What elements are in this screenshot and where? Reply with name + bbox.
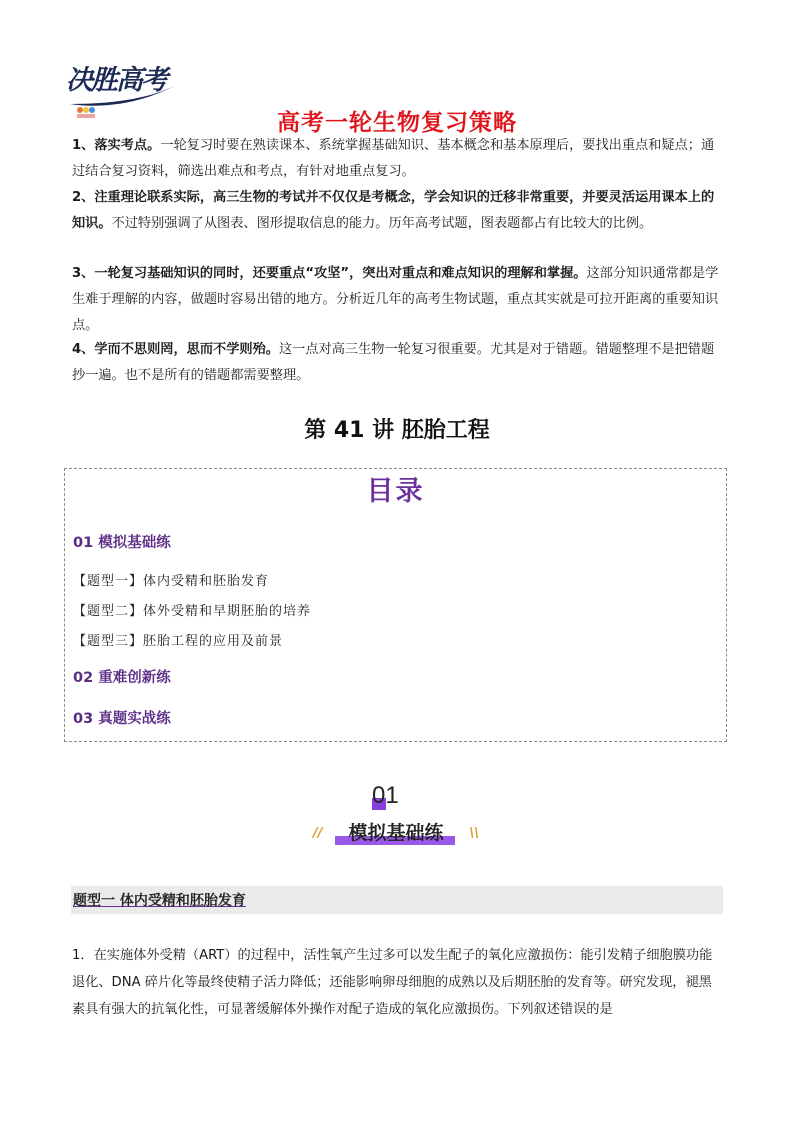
logo-text: 决胜高考 bbox=[66, 65, 166, 96]
toc-subitem-3[interactable]: 【题型三】胚胎工程的应用及前景 bbox=[73, 634, 284, 649]
lecture-title: 第 41 讲 胚胎工程 bbox=[304, 418, 490, 443]
toc-subitem-1[interactable]: 【题型一】体内受精和胚胎发育 bbox=[73, 574, 270, 589]
strategy-paragraph-3 bbox=[72, 261, 724, 339]
question-1: 1．在实施体外受精（ART）的过程中，活性氧产生过多可以发生配子的氧化应激损伤：能引发精子细胞膜功能退化、DNA 碎片化等最终使精子活力降低；还能影响卵母细胞的成熟以及后期胚胎的发育等。研究发现，褪黑素具有强大的抗氧化性，可显著缓解体外操作对配子造成的氧化应激损伤。下列叙述错误的是 bbox=[72, 948, 713, 1017]
toc-section-2[interactable]: 02 重难创新练 bbox=[73, 670, 171, 686]
section-number: 01 bbox=[372, 782, 399, 809]
toc-heading: 目录 bbox=[366, 476, 425, 507]
question-type-band bbox=[71, 886, 723, 914]
strategy-paragraph-4 bbox=[72, 337, 724, 389]
paragraph-bold: 3、一轮复习基础知识的同时，还要重点“攻坚”，突出对重点和难点知识的理解和掌握。 bbox=[72, 266, 587, 281]
toc-section-1[interactable]: 01 模拟基础练 bbox=[73, 535, 171, 551]
paragraph-text: 这部分知识通常都是学生难于理解的内容，做题时容易出错的地方。分析近几年的高考生物试题，重点其实就是可拉开距离的重要知识点。 bbox=[72, 266, 719, 333]
strategy-paragraph-2 bbox=[72, 185, 724, 237]
paragraph-text: 不过特别强调了从图表、图形提取信息的能力。历年高考试题，图表题都占有比较大的比例。 bbox=[111, 216, 653, 231]
main-title: 高考一轮生物复习策略 bbox=[277, 110, 517, 136]
paragraph-bold: 4、学而不思则罔，思而不学则殆。 bbox=[72, 342, 279, 357]
table-of-contents bbox=[64, 468, 727, 742]
section-title-block bbox=[313, 818, 479, 848]
paragraph-bold: 2、注重理论联系实际，高三生物的考试并不仅仅是考概念，学会知识的迁移非常重要，并要灵活运用课本上的知识。 bbox=[72, 190, 715, 231]
paragraph-text: 这一点对高三生物一轮复习很重要。尤其是对于错题。错题整理不是把错题抄一遍。也不是所有的错题都需要整理。 bbox=[72, 342, 715, 383]
paragraph-bold: 1、落实考点。 bbox=[72, 138, 161, 153]
decorative-slash-left: // bbox=[313, 826, 323, 841]
paragraph-text: 一轮复习时要在熟读课本、系统掌握基础知识、基本概念和基本原理后，要找出重点和疑点；通过结合复习资料，筛选出难点和考点，有针对地重点复习。 bbox=[72, 138, 715, 179]
section-title: 模拟基础练 bbox=[348, 822, 444, 844]
strategy-paragraph-1 bbox=[72, 133, 724, 185]
toc-section-3[interactable]: 03 真题实战练 bbox=[73, 711, 171, 727]
decorative-slash-right: \\ bbox=[469, 826, 479, 841]
toc-subitem-2[interactable]: 【题型二】体外受精和早期胚胎的培养 bbox=[73, 604, 312, 619]
question-type-title: 题型一 体内受精和胚胎发育 bbox=[73, 893, 246, 909]
